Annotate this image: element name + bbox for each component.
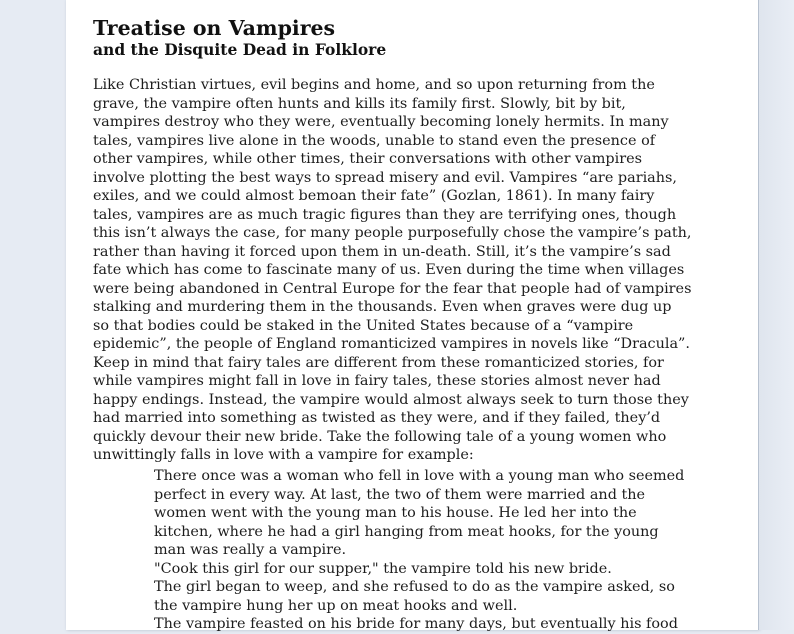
- body-paragraph: [93, 76, 755, 465]
- body-line: other vampires, while other times, their conversations with other vampires: [93, 151, 642, 167]
- body-line: had married into something as twisted as they were, and if they failed, they’d: [93, 410, 661, 426]
- body-line: exiles, and we could almost bemoan their fate” (Gozlan, 1861). In many fairy: [93, 188, 655, 204]
- body-line: vampires destroy who they were, eventually becoming lonely hermits. In many: [93, 114, 669, 130]
- body-line: this isn’t always the case, for many people purposefully chose the vampire’s path,: [93, 225, 692, 241]
- quote-line: the vampire hung her up on meat hooks and well.: [154, 597, 518, 614]
- body-line: happy endings. Instead, the vampire would almost always seek to turn those they: [93, 391, 689, 408]
- body-line: rather than having it forced upon them in un-death. Still, it’s the vampire’s sad: [93, 243, 671, 260]
- quote-line: "Cook this girl for our supper," the vampire told his new bride.: [154, 560, 612, 577]
- quote-line: women went with the young man to his house. He led her into the: [154, 505, 637, 521]
- body-line: were being abandoned in Central Europe for the fear that people had of vampires: [93, 280, 692, 297]
- body-line: Like Christian virtues, evil begins and home, and so upon returning from the: [93, 77, 655, 93]
- left-gutter: [0, 0, 66, 630]
- body-line: stalking and murdering them in the thousands. Even when graves were dug up: [93, 299, 672, 315]
- document-page: [66, 0, 759, 630]
- body-line: fate which has come to fascinate many of us. Even during the time when villages: [93, 262, 685, 278]
- quote-line: perfect in every way. At last, the two of them were married and the: [154, 486, 646, 503]
- body-line: Keep in mind that fairy tales are different from these romanticized stories, for: [93, 354, 664, 371]
- document-title: Treatise on Vampires: [93, 16, 336, 40]
- quote-line: The vampire feasted on his bride for many days, but eventually his food: [154, 616, 678, 632]
- body-line: while vampires might fall in love in fairy tales, these stories almost never had: [93, 373, 661, 389]
- quote-line: man was really a vampire.: [154, 542, 347, 558]
- body-line: quickly devour their new bride. Take the following tale of a young women who: [93, 428, 667, 445]
- body-line: grave, the vampire often hunts and kills its family first. Slowly, bit by bit,: [93, 95, 626, 112]
- body-line: involve plotting the best ways to spread misery and evil. Vampires “are pariahs,: [93, 169, 677, 186]
- body-line: tales, vampires are as much tragic figures than they are terrifying ones, though: [93, 206, 677, 223]
- right-gutter: [759, 0, 794, 630]
- block-quote: [154, 467, 744, 634]
- body-line: so that bodies could be staked in the United States because of a “vampire: [93, 317, 634, 334]
- document-subtitle: and the Disquite Dead in Folklore: [93, 40, 387, 59]
- quote-line: kitchen, where he had a girl hanging from meat hooks, for the young: [154, 523, 659, 540]
- quote-line: There once was a woman who fell in love with a young man who seemed: [154, 468, 685, 484]
- body-line: unwittingly falls in love with a vampire for example:: [93, 447, 474, 463]
- body-line: tales, vampires live alone in the woods, unable to stand even the presence of: [93, 132, 656, 149]
- quote-line: The girl began to weep, and she refused to do as the vampire asked, so: [154, 579, 675, 595]
- body-line: epidemic”, the people of England romanticized vampires in novels like “Dracula”.: [93, 336, 690, 352]
